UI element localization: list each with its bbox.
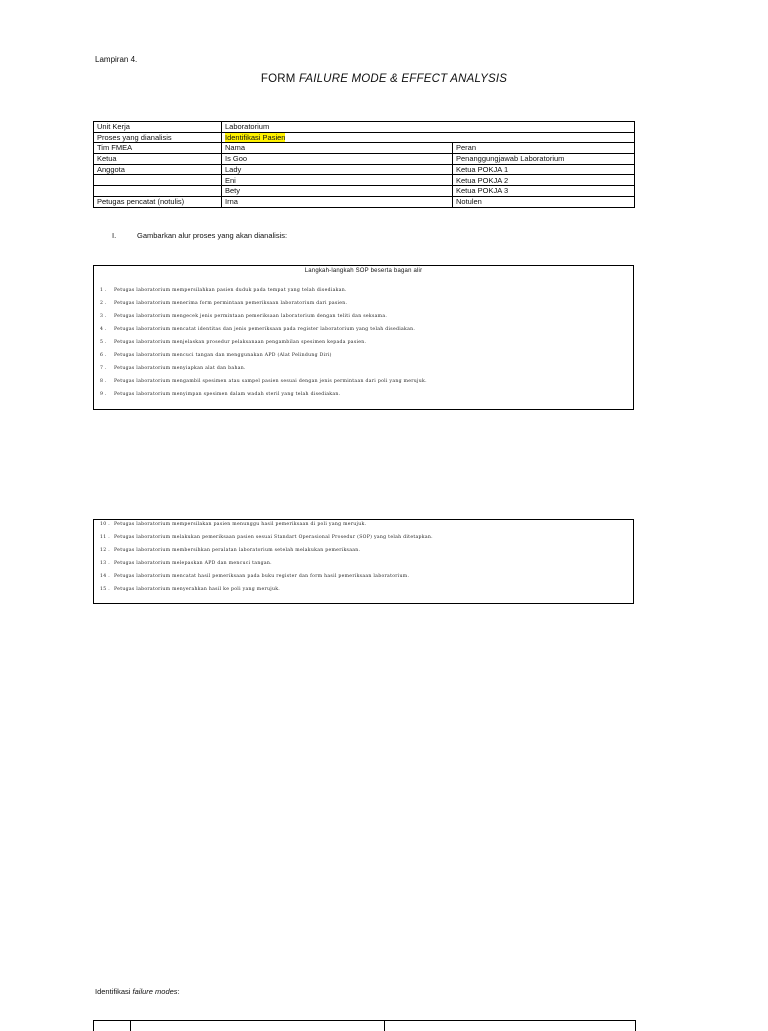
step-text: Petugas laboratorium mencatat hasil pemeriksaan pada buku register dan form hasil pemeriksaan laboratorium. — [114, 574, 410, 579]
step-number: 4 . — [100, 327, 107, 332]
sop-step — [100, 379, 427, 384]
sop-step — [100, 392, 340, 397]
step-text: Petugas laboratorium mempersilahkan pasien duduk pada tempat yang telah disediakan. — [114, 288, 347, 293]
anggota-nama: Bety — [222, 186, 453, 197]
sop-step — [100, 522, 366, 527]
identifikasi-prefix: Identifikasi — [95, 987, 133, 996]
step-text: Petugas laboratorium menyiapkan alat dan bahan. — [114, 366, 246, 371]
step-number: 2 . — [100, 301, 107, 306]
table-row — [94, 196, 635, 207]
table-row — [94, 164, 635, 175]
unit-kerja-value: Laboratorium — [222, 122, 635, 133]
lampiran-label: Lampiran 4. — [95, 55, 138, 64]
section-i-heading — [112, 231, 287, 240]
step-text: Petugas laboratorium melepaskan APD dan mencuci tangan. — [114, 561, 272, 566]
step-text: Petugas laboratorium membersihkan peralatan laboratorium setelah melakukan pemeriksaan. — [114, 548, 361, 553]
step-text: Petugas laboratorium menerima form permintaan pemeriksaan laboratorium dari pasien. — [114, 301, 348, 306]
sop-heading: Langkah-langkah SOP beserta bagan alir — [304, 268, 423, 274]
step-number: 11 . — [100, 535, 110, 540]
notulis-nama: Irna — [222, 196, 453, 207]
anggota-nama: Eni — [222, 175, 453, 186]
table-row — [94, 122, 635, 133]
step-number: 1 . — [100, 288, 107, 293]
table-divider — [130, 1021, 131, 1031]
table-row — [94, 154, 635, 165]
step-text: Petugas laboratorium mempersilakan pasien menunggu hasil pemeriksaan di poli yang merujuk. — [114, 522, 367, 527]
anggota-peran: Ketua POKJA 3 — [453, 186, 635, 197]
step-text: Petugas laboratorium mengecek jenis permintaan pemeriksaan laboratorium dengan teliti dan seksama. — [114, 314, 388, 319]
table-row — [94, 143, 635, 154]
sop-step — [100, 366, 246, 371]
sop-box — [93, 265, 634, 410]
identifikasi-suffix: : — [177, 987, 180, 996]
step-number: 9 . — [100, 392, 107, 397]
step-number: 15 . — [100, 587, 110, 592]
proses-value-cell — [222, 132, 635, 143]
failure-modes-table-top — [93, 1020, 636, 1031]
section-text: Gambarkan alur proses yang akan dianalisis: — [137, 231, 288, 240]
unit-kerja-label: Unit Kerja — [94, 122, 222, 133]
sop-step — [100, 340, 366, 345]
step-text: Petugas laboratorium mencatat identitas dan jenis pemeriksaan pada register laboratorium yang telah disediakan. — [114, 327, 416, 332]
step-number: 3 . — [100, 314, 107, 319]
step-number: 7 . — [100, 366, 107, 371]
proses-value: Identifikasi Pasien — [225, 132, 286, 142]
sop-step — [100, 587, 280, 592]
table-divider — [384, 1021, 385, 1031]
step-text: Petugas laboratorium menyimpan spesimen dalam wadah steril yang telah disediakan. — [114, 392, 341, 397]
sop-step — [100, 288, 347, 293]
step-text: Petugas laboratorium mengambil spesimen atau sampel pasien sesuai dengan jenis permintaan dari poli yang merujuk. — [114, 379, 427, 384]
ketua-nama: Is Goo — [222, 154, 453, 165]
identifikasi-heading — [95, 987, 180, 996]
step-text: Petugas laboratorium melakukan pemeriksaan pasien sesuai Standart Operasional Prosedur (SOP) yang telah ditetapkan. — [114, 535, 433, 540]
step-number: 8 . — [100, 379, 107, 384]
table-row — [94, 186, 635, 197]
sop-step — [100, 548, 360, 553]
anggota-peran: Ketua POKJA 1 — [453, 164, 635, 175]
identifikasi-italic: failure modes — [132, 987, 178, 996]
table-row — [94, 175, 635, 186]
anggota-nama: Lady — [222, 164, 453, 175]
step-number: 13 . — [100, 561, 110, 566]
proses-label: Proses yang dianalisis — [94, 132, 222, 143]
form-title-prefix: FORM — [260, 73, 299, 85]
sop-step — [100, 353, 332, 358]
anggota-label: Anggota — [94, 164, 222, 175]
peran-header: Peran — [453, 143, 635, 154]
empty-cell — [94, 175, 222, 186]
anggota-peran: Ketua POKJA 2 — [453, 175, 635, 186]
ketua-peran: Penanggungjawab Laboratorium — [453, 154, 635, 165]
tim-label: Tim FMEA — [94, 143, 222, 154]
sop-step — [100, 574, 409, 579]
sop-step — [100, 535, 433, 540]
table-row — [94, 132, 635, 143]
fmea-info-table — [93, 121, 635, 208]
form-title-italic: FAILURE MODE & EFFECT ANALYSIS — [298, 73, 508, 85]
sop-step — [100, 301, 347, 306]
sop-step — [100, 314, 387, 319]
step-number: 10 . — [100, 522, 110, 527]
form-title — [0, 73, 768, 85]
section-number: I. — [112, 231, 117, 240]
sop-step — [100, 561, 272, 566]
step-number: 14 . — [100, 574, 110, 579]
notulis-label: Petugas pencatat (notulis) — [94, 196, 222, 207]
nama-header: Nama — [222, 143, 453, 154]
notulis-peran: Notulen — [453, 196, 635, 207]
step-number: 6 . — [100, 353, 107, 358]
step-text: Petugas laboratorium menyerahkan hasil ke poli yang merujuk. — [114, 587, 281, 592]
sop-step — [100, 327, 415, 332]
empty-cell — [94, 186, 222, 197]
sop-box-continued — [93, 519, 634, 604]
step-number: 5 . — [100, 340, 107, 345]
step-number: 12 . — [100, 548, 110, 553]
step-text: Petugas laboratorium menjelaskan prosedur pelaksanaan pengambilan spesimen kepada pasien. — [114, 340, 367, 345]
step-text: Petugas laboratorium mencuci tangan dan menggunakan APD (Alat Pelindung Diri) — [114, 353, 332, 358]
ketua-label: Ketua — [94, 154, 222, 165]
